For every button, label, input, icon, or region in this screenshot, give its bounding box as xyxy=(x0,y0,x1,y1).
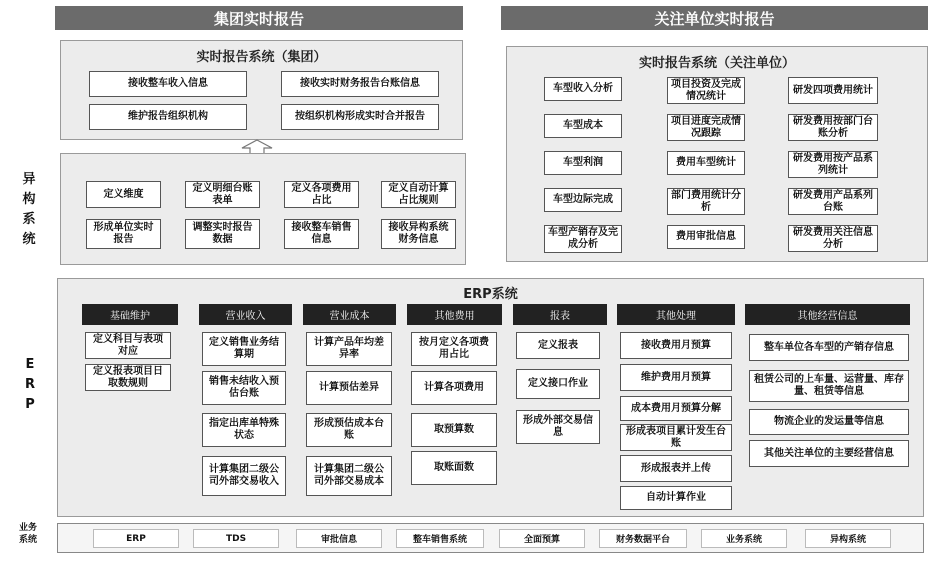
erp-item: 取预算数 xyxy=(411,413,497,447)
hetero-item: 调整实时报告数据 xyxy=(185,219,260,249)
side-label-business: 业务 系统 xyxy=(18,523,37,545)
erp-item: 取账面数 xyxy=(411,451,497,485)
focus-item: 研发费用产品系列台账 xyxy=(788,188,878,215)
business-systems-row xyxy=(57,523,924,553)
erp-col-header: 其他经营信息 xyxy=(745,304,910,325)
focus-item: 部门费用统计分析 xyxy=(667,188,745,215)
focus-item: 车型利润 xyxy=(544,151,622,175)
business-system-cell: ERP xyxy=(93,529,179,548)
group-report-header xyxy=(55,6,463,30)
erp-item: 定义报表 xyxy=(516,332,600,359)
erp-item: 定义科目与表项对应 xyxy=(85,332,171,359)
business-system-cell: TDS xyxy=(193,529,279,548)
hetero-item: 形成单位实时报告 xyxy=(86,219,161,249)
erp-col-header: 基础维护 xyxy=(82,304,178,325)
erp-col-header: 其他处理 xyxy=(617,304,735,325)
erp-col-header: 营业收入 xyxy=(199,304,292,325)
erp-item: 定义报表项目日取数规则 xyxy=(85,364,171,391)
erp-item: 接收费用月预算 xyxy=(620,332,732,359)
erp-item: 成本费用月预算分解 xyxy=(620,396,732,421)
focus-item: 研发费用按部门台账分析 xyxy=(788,114,878,141)
erp-panel-title: ERP系统 xyxy=(463,287,518,302)
hetero-item: 定义各项费用占比 xyxy=(284,181,359,208)
erp-item: 计算产品年均差异率 xyxy=(306,332,392,366)
focus-item: 车型产销存及完成分析 xyxy=(544,225,622,253)
focus-item: 项目进度完成情况跟踪 xyxy=(667,114,745,141)
erp-item: 物流企业的发运量等信息 xyxy=(749,409,909,435)
group-panel-title: 实时报告系统（集团） xyxy=(196,50,327,65)
business-system-cell: 异构系统 xyxy=(805,529,891,548)
erp-item: 维护费用月预算 xyxy=(620,364,732,391)
erp-item: 按月定义各项费用占比 xyxy=(411,332,497,366)
business-system-cell: 整车销售系统 xyxy=(396,529,484,548)
focus-item: 车型成本 xyxy=(544,114,622,138)
erp-item: 计算集团二级公司外部交易成本 xyxy=(306,456,392,496)
erp-item: 计算预估差异 xyxy=(306,371,392,405)
erp-col-header: 其他费用 xyxy=(407,304,502,325)
erp-item: 形成外部交易信息 xyxy=(516,410,600,444)
focus-item: 费用审批信息 xyxy=(667,225,745,249)
focus-report-title: 关注单位实时报告 xyxy=(654,9,775,28)
erp-item: 形成报表并上传 xyxy=(620,455,732,482)
hetero-item: 接收整车销售信息 xyxy=(284,219,359,249)
erp-item: 指定出库单特殊状态 xyxy=(202,413,286,447)
focus-item: 费用车型统计 xyxy=(667,151,745,175)
erp-item: 其他关注单位的主要经营信息 xyxy=(749,440,909,467)
business-system-cell: 审批信息 xyxy=(296,529,382,548)
group-item: 接收实时财务报告台账信息 xyxy=(281,71,439,97)
erp-item: 整车单位各车型的产销存信息 xyxy=(749,334,909,361)
hetero-item: 定义自动计算占比规则 xyxy=(381,181,456,208)
side-label-hetero: 异构系统 xyxy=(22,172,36,247)
focus-item: 车型收入分析 xyxy=(544,77,622,101)
focus-item: 项目投资及完成情况统计 xyxy=(667,77,745,104)
business-system-cell: 全面预算 xyxy=(499,529,585,548)
side-label-erp: E R P xyxy=(24,357,35,412)
hetero-item: 接收异构系统财务信息 xyxy=(381,219,456,249)
erp-item: 形成表项目累计发生台账 xyxy=(620,424,732,451)
focus-item: 车型边际完成 xyxy=(544,188,622,212)
erp-item: 计算集团二级公司外部交易收入 xyxy=(202,456,286,496)
focus-item: 研发四项费用统计 xyxy=(788,77,878,104)
erp-col-header: 营业成本 xyxy=(303,304,396,325)
erp-item: 销售未结收入预估台账 xyxy=(202,371,286,405)
erp-item: 计算各项费用 xyxy=(411,371,497,405)
erp-item: 定义销售业务结算期 xyxy=(202,332,286,366)
focus-report-header xyxy=(501,6,928,30)
erp-item: 形成预估成本台账 xyxy=(306,413,392,447)
erp-item: 自动计算作业 xyxy=(620,486,732,510)
hetero-item: 定义维度 xyxy=(86,181,161,208)
erp-item: 租赁公司的上车量、运营量、库存量、租赁等信息 xyxy=(749,370,909,402)
business-system-cell: 业务系统 xyxy=(701,529,787,548)
erp-item: 定义接口作业 xyxy=(516,369,600,399)
group-item: 接收整车收入信息 xyxy=(89,71,247,97)
group-report-title: 集团实时报告 xyxy=(213,9,304,28)
focus-item: 研发费用按产品系列统计 xyxy=(788,151,878,178)
focus-item: 研发费用关注信息分析 xyxy=(788,225,878,252)
business-system-cell: 财务数据平台 xyxy=(599,529,687,548)
hetero-item: 定义明细台账表单 xyxy=(185,181,260,208)
group-item: 维护报告组织机构 xyxy=(89,104,247,130)
erp-col-header: 报表 xyxy=(513,304,607,325)
group-item: 按组织机构形成实时合并报告 xyxy=(281,104,439,130)
focus-panel-title: 实时报告系统（关注单位） xyxy=(638,56,795,71)
